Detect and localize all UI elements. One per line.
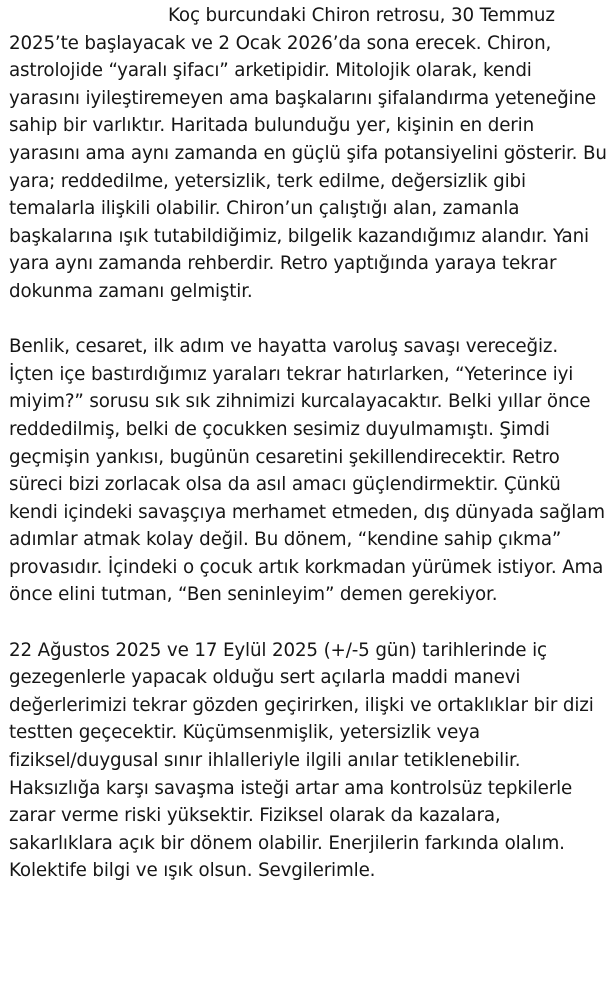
paragraph-chiron-retro-intro: Koç burcundaki Chiron retrosu, 30 Temmuz 2025’te başlayacak ve 2 Ocak 2026’da sona erecek. Chiron, astrolojide “yaralı şifacı” arketipidir. Mitolojik olarak, kendi yarasını iyileştiremeyen ama başkalarını şifalandırma yeteneğine sahip bir varlıktır. Haritada bulunduğu yer, kişinin en derin yarasını ama aynı zamanda en güçlü şifa potansiyelini gösterir. Bu yara; reddedilme, yetersizlik, terk edilme, değersizlik gibi temalarla ilişkili olabilir. Chiron’un çalıştığı alan, zamanla başkalarına ışık tutabildiğimiz, bilgelik kazandığımız alandır. Yani yara aynı zamanda rehberdir. Retro yaptığında yaraya tekrar dokunma zamanı gelmiştir. (9, 5, 607, 302)
paragraph-transit-dates: 22 Ağustos 2025 ve 17 Eylül 2025 (+/-5 gün) tarihlerinde iç gezegenlerle yapacak olduğu sert açılarla maddi manevi değerlerimizi tekrar gözden geçirirken, ilişki ve ortaklıklar bir dizi testten geçecektir. Küçümsenmişlik, yetersizlik veya fiziksel/duygusal sınır ihlalleriyle ilgili anılar tetiklenebilir. Haksızlığa karşı savaşma isteği artar ama kontrolsüz tepkilerle zarar verme riski yüksektir. Fiziksel olarak da kazalara, sakarlıklara açık bir dönem olabilir. Enerjilerin farkında olalım. Kolektife bilgi ve ışık olsun. Sevgilerimle. (9, 639, 594, 882)
paragraph-self-courage: Benlik, cesaret, ilk adım ve hayatta varoluş savaşı vereceğiz. İçten içe bastırdığımız yaraları tekrar hatırlarken, “Yeterince iyi miyim?” sorusu sık sık zihnimizi kurcalayacaktır. Belki yıllar önce reddedilmiş, belki de çocukken sesimiz duyulmamıştı. Şimdi geçmişin yankısı, bugünün cesaretini şekillendirecektir. Retro süreci bizi zorlacak olsa da asıl amacı güçlendirmektir. Çünkü kendi içindeki savaşçıya merhamet etmeden, dış dünyada sağlam adımlar atmak kolay değil. Bu dönem, “kendine sahip çıkma” provasıdır. İçindeki o çocuk artık korkmadan yürümek istiyor. Ama önce elini tutman, “Ben seninleyim” demen gerekiyor. (9, 336, 605, 606)
